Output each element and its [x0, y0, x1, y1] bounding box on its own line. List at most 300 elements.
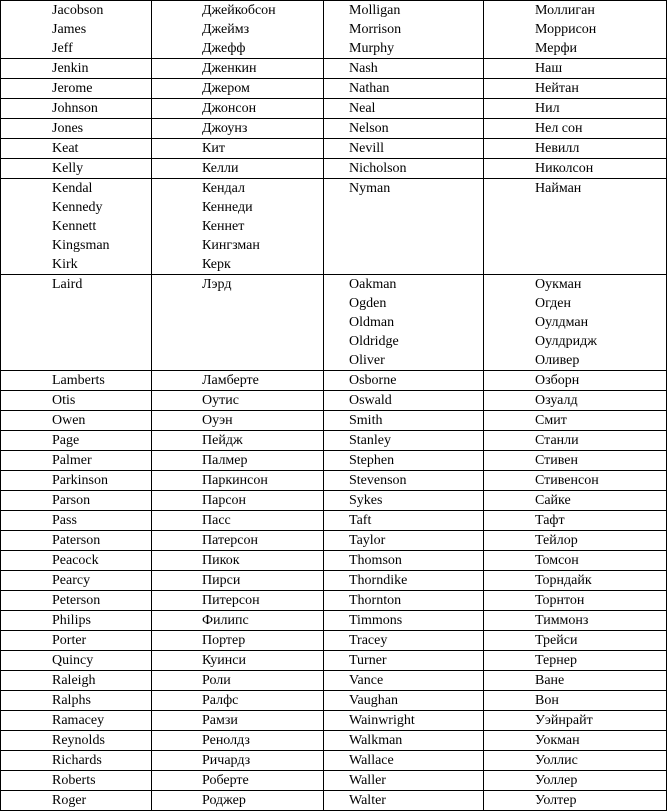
russian-name-cell: [152, 551, 324, 571]
english-name-cell: [324, 591, 484, 611]
name-text: Оулдридж: [535, 334, 597, 349]
english-name-cell: [1, 79, 152, 99]
english-name-cell: [1, 551, 152, 571]
name-text: Роли: [202, 673, 231, 688]
table-row: [1, 451, 667, 471]
english-name-cell: [324, 119, 484, 139]
name-text: Палмер: [202, 453, 248, 468]
name-text: Vaughan: [349, 693, 398, 708]
name-text: Porter: [52, 633, 87, 648]
name-text: Оулдман: [535, 315, 589, 330]
name-text: Уоллис: [535, 753, 578, 768]
name-text: Jerome: [52, 81, 93, 96]
name-text: Morrison: [349, 22, 402, 37]
russian-name-cell: [484, 371, 667, 391]
russian-name-cell: [152, 471, 324, 491]
name-text: Лэрд: [202, 277, 232, 292]
english-name-cell: [324, 431, 484, 451]
name-text: Ване: [535, 673, 565, 688]
russian-name-cell: [484, 411, 667, 431]
name-text: Molligan: [349, 3, 401, 18]
name-text: Джефф: [202, 41, 246, 56]
name-text: Palmer: [52, 453, 92, 468]
name-text: Роберте: [202, 773, 249, 788]
name-text: Келли: [202, 161, 239, 176]
name-text: Smith: [349, 413, 383, 428]
name-text: Торндайк: [535, 573, 592, 588]
table-row: [1, 179, 667, 275]
russian-name-cell: [152, 691, 324, 711]
name-text: Николсон: [535, 161, 594, 176]
name-text: Парсон: [202, 493, 247, 508]
name-text: Kennedy: [52, 200, 103, 215]
name-text: Нейтан: [535, 81, 579, 96]
name-text: Stanley: [349, 433, 391, 448]
name-text: Нел сон: [535, 121, 583, 136]
name-text: Трейси: [535, 633, 578, 648]
name-text: Мерфи: [535, 41, 578, 56]
table-row: [1, 99, 667, 119]
name-text: Уоллер: [535, 773, 578, 788]
russian-name-cell: [484, 771, 667, 791]
table-row: [1, 391, 667, 411]
russian-name-cell: [152, 119, 324, 139]
english-name-cell: [1, 511, 152, 531]
name-text: Roger: [52, 793, 87, 808]
name-text: Тафт: [535, 513, 565, 528]
english-name-cell: [1, 771, 152, 791]
russian-name-cell: [152, 591, 324, 611]
name-text: Пирси: [202, 573, 241, 588]
english-name-cell: [1, 651, 152, 671]
table-row: [1, 79, 667, 99]
name-text: Наш: [535, 61, 563, 76]
name-text: Оутис: [202, 393, 239, 408]
russian-name-cell: [484, 79, 667, 99]
table-row: [1, 491, 667, 511]
english-name-cell: [1, 99, 152, 119]
russian-name-cell: [484, 671, 667, 691]
name-text: Джеймз: [202, 22, 250, 37]
english-name-cell: [1, 691, 152, 711]
russian-name-cell: [152, 411, 324, 431]
russian-name-cell: [484, 551, 667, 571]
name-text: Thorndike: [349, 573, 408, 588]
name-text: Oliver: [349, 353, 385, 368]
english-name-cell: [1, 391, 152, 411]
name-text: Kennett: [52, 219, 97, 234]
english-name-cell: [1, 371, 152, 391]
table-row: [1, 371, 667, 391]
russian-name-cell: [484, 471, 667, 491]
name-text: Jeff: [52, 41, 73, 56]
russian-name-cell: [484, 1, 667, 59]
name-text: Pearcy: [52, 573, 91, 588]
name-text: Оуэн: [202, 413, 233, 428]
name-text: Nyman: [349, 181, 391, 196]
name-text: Невилл: [535, 141, 580, 156]
english-name-cell: [1, 591, 152, 611]
name-text: Oakman: [349, 277, 397, 292]
name-text: Тиммонз: [535, 613, 589, 628]
english-name-cell: [1, 611, 152, 631]
name-text: Керк: [202, 257, 231, 272]
name-text: Торнтон: [535, 593, 585, 608]
russian-name-cell: [152, 179, 324, 275]
name-text: Стивен: [535, 453, 578, 468]
english-name-cell: [324, 511, 484, 531]
english-name-cell: [1, 571, 152, 591]
table-row: [1, 791, 667, 811]
name-text: Питерсон: [202, 593, 260, 608]
english-name-cell: [1, 751, 152, 771]
name-text: Oldman: [349, 315, 395, 330]
name-text: Кеннеди: [202, 200, 253, 215]
name-text: Ренолдз: [202, 733, 250, 748]
name-text: Ралфс: [202, 693, 239, 708]
name-text: Thornton: [349, 593, 402, 608]
name-text: Oswald: [349, 393, 392, 408]
russian-name-cell: [152, 491, 324, 511]
name-text: Кеннет: [202, 219, 245, 234]
name-text: Timmons: [349, 613, 403, 628]
name-text: Рамзи: [202, 713, 238, 728]
russian-name-cell: [484, 391, 667, 411]
name-text: Nathan: [349, 81, 390, 96]
name-text: Peterson: [52, 593, 101, 608]
name-text: Page: [52, 433, 80, 448]
russian-name-cell: [484, 691, 667, 711]
russian-name-cell: [152, 391, 324, 411]
english-name-cell: [1, 531, 152, 551]
russian-name-cell: [152, 631, 324, 651]
name-text: Филипс: [202, 613, 249, 628]
english-name-cell: [324, 99, 484, 119]
russian-name-cell: [152, 1, 324, 59]
russian-name-cell: [484, 139, 667, 159]
russian-name-cell: [484, 611, 667, 631]
table-row: [1, 751, 667, 771]
russian-name-cell: [152, 751, 324, 771]
name-text: Pass: [52, 513, 77, 528]
english-name-cell: [324, 751, 484, 771]
name-text: Кит: [202, 141, 225, 156]
table-row: [1, 571, 667, 591]
russian-name-cell: [484, 791, 667, 811]
name-text: Станли: [535, 433, 579, 448]
name-text: Дженкин: [202, 61, 257, 76]
name-text: Tracey: [349, 633, 388, 648]
name-text: Джейкобсон: [202, 3, 276, 18]
russian-name-cell: [152, 99, 324, 119]
english-name-cell: [1, 671, 152, 691]
english-name-cell: [324, 79, 484, 99]
russian-name-cell: [152, 671, 324, 691]
name-text: Walter: [349, 793, 386, 808]
name-text: Пасс: [202, 513, 231, 528]
name-text: Томсон: [535, 553, 579, 568]
russian-name-cell: [152, 275, 324, 371]
english-name-cell: [1, 451, 152, 471]
table-row: [1, 511, 667, 531]
table-row: [1, 59, 667, 79]
russian-name-cell: [484, 591, 667, 611]
name-text: Reynolds: [52, 733, 105, 748]
table-row: [1, 411, 667, 431]
russian-name-cell: [152, 139, 324, 159]
russian-name-cell: [152, 711, 324, 731]
name-text: Озуалд: [535, 393, 578, 408]
name-text: Taft: [349, 513, 372, 528]
name-text: Jones: [52, 121, 84, 136]
name-text: Johnson: [52, 101, 98, 116]
table-row: [1, 551, 667, 571]
name-text: Parson: [52, 493, 91, 508]
name-text: Патерсон: [202, 533, 258, 548]
name-text: Оукман: [535, 277, 582, 292]
name-text: Jenkin: [52, 61, 89, 76]
table-row: [1, 651, 667, 671]
english-name-cell: [324, 531, 484, 551]
english-name-cell: [324, 411, 484, 431]
table-row: [1, 711, 667, 731]
name-text: Osborne: [349, 373, 397, 388]
russian-name-cell: [484, 159, 667, 179]
table-row: [1, 159, 667, 179]
russian-name-cell: [484, 751, 667, 771]
table-row: [1, 691, 667, 711]
name-text: Озборн: [535, 373, 580, 388]
name-text: Paterson: [52, 533, 101, 548]
english-name-cell: [324, 1, 484, 59]
name-text: Уэйнрайт: [535, 713, 593, 728]
english-name-cell: [1, 791, 152, 811]
table-row: [1, 611, 667, 631]
english-name-cell: [324, 471, 484, 491]
name-text: Роджер: [202, 793, 246, 808]
russian-name-cell: [484, 631, 667, 651]
names-table-body: [1, 1, 667, 811]
english-name-cell: [1, 471, 152, 491]
table-row: [1, 431, 667, 451]
russian-name-cell: [152, 531, 324, 551]
name-text: Уокман: [535, 733, 580, 748]
name-text: Sykes: [349, 493, 383, 508]
english-name-cell: [1, 1, 152, 59]
name-text: Keat: [52, 141, 79, 156]
name-text: Ogden: [349, 296, 387, 311]
english-name-cell: [1, 491, 152, 511]
english-name-cell: [324, 275, 484, 371]
name-text: Джером: [202, 81, 250, 96]
name-text: Оливер: [535, 353, 580, 368]
table-row: [1, 771, 667, 791]
russian-name-cell: [484, 119, 667, 139]
english-name-cell: [324, 451, 484, 471]
name-text: Моллиган: [535, 3, 595, 18]
name-text: Neal: [349, 101, 376, 116]
english-name-cell: [324, 611, 484, 631]
english-name-cell: [324, 179, 484, 275]
name-text: Kingsman: [52, 238, 110, 253]
name-text: Nash: [349, 61, 378, 76]
name-text: Куинси: [202, 653, 246, 668]
english-name-cell: [1, 119, 152, 139]
name-text: Richards: [52, 753, 102, 768]
name-text: Philips: [52, 613, 91, 628]
name-text: Тернер: [535, 653, 577, 668]
english-name-cell: [1, 411, 152, 431]
name-text: Ralphs: [52, 693, 91, 708]
russian-name-cell: [152, 511, 324, 531]
table-row: [1, 275, 667, 371]
english-name-cell: [1, 139, 152, 159]
name-text: Owen: [52, 413, 86, 428]
name-text: Roberts: [52, 773, 96, 788]
english-name-cell: [1, 431, 152, 451]
english-name-cell: [324, 159, 484, 179]
name-text: Nicholson: [349, 161, 407, 176]
russian-name-cell: [484, 275, 667, 371]
english-name-cell: [324, 139, 484, 159]
name-text: Nevill: [349, 141, 384, 156]
russian-name-cell: [484, 651, 667, 671]
english-name-cell: [1, 711, 152, 731]
english-name-cell: [1, 159, 152, 179]
name-text: Ramacey: [52, 713, 105, 728]
name-text: Otis: [52, 393, 76, 408]
name-text: Огден: [535, 296, 571, 311]
name-text: Пейдж: [202, 433, 243, 448]
name-text: Thomson: [349, 553, 402, 568]
russian-name-cell: [152, 611, 324, 631]
russian-name-cell: [152, 59, 324, 79]
english-name-cell: [1, 179, 152, 275]
table-row: [1, 139, 667, 159]
english-name-cell: [324, 711, 484, 731]
russian-name-cell: [484, 731, 667, 751]
name-text: Портер: [202, 633, 246, 648]
name-text: Моррисон: [535, 22, 597, 37]
english-name-cell: [1, 731, 152, 751]
russian-name-cell: [484, 491, 667, 511]
name-text: Stevenson: [349, 473, 407, 488]
english-name-cell: [324, 571, 484, 591]
name-text: Jacobson: [52, 3, 104, 18]
name-text: Peacock: [52, 553, 99, 568]
name-text: Ламберте: [202, 373, 259, 388]
table-row: [1, 1, 667, 59]
name-text: Сайке: [535, 493, 571, 508]
english-name-cell: [324, 551, 484, 571]
russian-name-cell: [484, 511, 667, 531]
english-name-cell: [324, 731, 484, 751]
russian-name-cell: [152, 159, 324, 179]
name-text: Пикок: [202, 553, 240, 568]
russian-name-cell: [152, 79, 324, 99]
name-text: Murphy: [349, 41, 395, 56]
name-text: James: [52, 22, 87, 37]
name-text: Turner: [349, 653, 387, 668]
table-row: [1, 591, 667, 611]
name-text: Уолтер: [535, 793, 577, 808]
name-text: Тейлор: [535, 533, 578, 548]
russian-name-cell: [484, 179, 667, 275]
name-text: Quincy: [52, 653, 94, 668]
russian-name-cell: [484, 451, 667, 471]
name-text: Ричардз: [202, 753, 251, 768]
russian-name-cell: [152, 371, 324, 391]
russian-name-cell: [152, 731, 324, 751]
name-text: Kelly: [52, 161, 84, 176]
name-text: Raleigh: [52, 673, 96, 688]
russian-name-cell: [484, 99, 667, 119]
name-text: Walkman: [349, 733, 403, 748]
name-text: Stephen: [349, 453, 395, 468]
russian-name-cell: [152, 651, 324, 671]
table-row: [1, 731, 667, 751]
name-text: Джоунз: [202, 121, 248, 136]
name-text: Kirk: [52, 257, 78, 272]
russian-name-cell: [484, 571, 667, 591]
english-name-cell: [324, 371, 484, 391]
english-name-cell: [324, 491, 484, 511]
name-text: Стивенсон: [535, 473, 599, 488]
table-row: [1, 671, 667, 691]
name-text: Kendal: [52, 181, 93, 196]
english-name-cell: [324, 391, 484, 411]
table-row: [1, 471, 667, 491]
table-row: [1, 531, 667, 551]
name-text: Nelson: [349, 121, 389, 136]
name-text: Parkinson: [52, 473, 108, 488]
russian-name-cell: [152, 791, 324, 811]
english-name-cell: [324, 791, 484, 811]
name-text: Lamberts: [52, 373, 105, 388]
russian-name-cell: [484, 531, 667, 551]
russian-name-cell: [484, 431, 667, 451]
russian-name-cell: [484, 711, 667, 731]
name-text: Кингзман: [202, 238, 260, 253]
russian-name-cell: [152, 451, 324, 471]
name-text: Вон: [535, 693, 559, 708]
english-name-cell: [1, 275, 152, 371]
name-text: Джонсон: [202, 101, 257, 116]
english-name-cell: [1, 631, 152, 651]
name-text: Oldridge: [349, 334, 399, 349]
name-text: Паркинсон: [202, 473, 268, 488]
russian-name-cell: [152, 571, 324, 591]
english-name-cell: [1, 59, 152, 79]
name-text: Vance: [349, 673, 384, 688]
english-name-cell: [324, 631, 484, 651]
table-row: [1, 631, 667, 651]
russian-name-cell: [152, 771, 324, 791]
name-text: Waller: [349, 773, 386, 788]
english-name-cell: [324, 651, 484, 671]
name-text: Wainwright: [349, 713, 415, 728]
name-text: Смит: [535, 413, 567, 428]
name-text: Кендал: [202, 181, 245, 196]
name-text: Найман: [535, 181, 582, 196]
english-name-cell: [324, 671, 484, 691]
english-name-cell: [324, 59, 484, 79]
english-name-cell: [324, 771, 484, 791]
russian-name-cell: [484, 59, 667, 79]
english-name-cell: [324, 691, 484, 711]
name-text: Laird: [52, 277, 83, 292]
name-text: Taylor: [349, 533, 386, 548]
